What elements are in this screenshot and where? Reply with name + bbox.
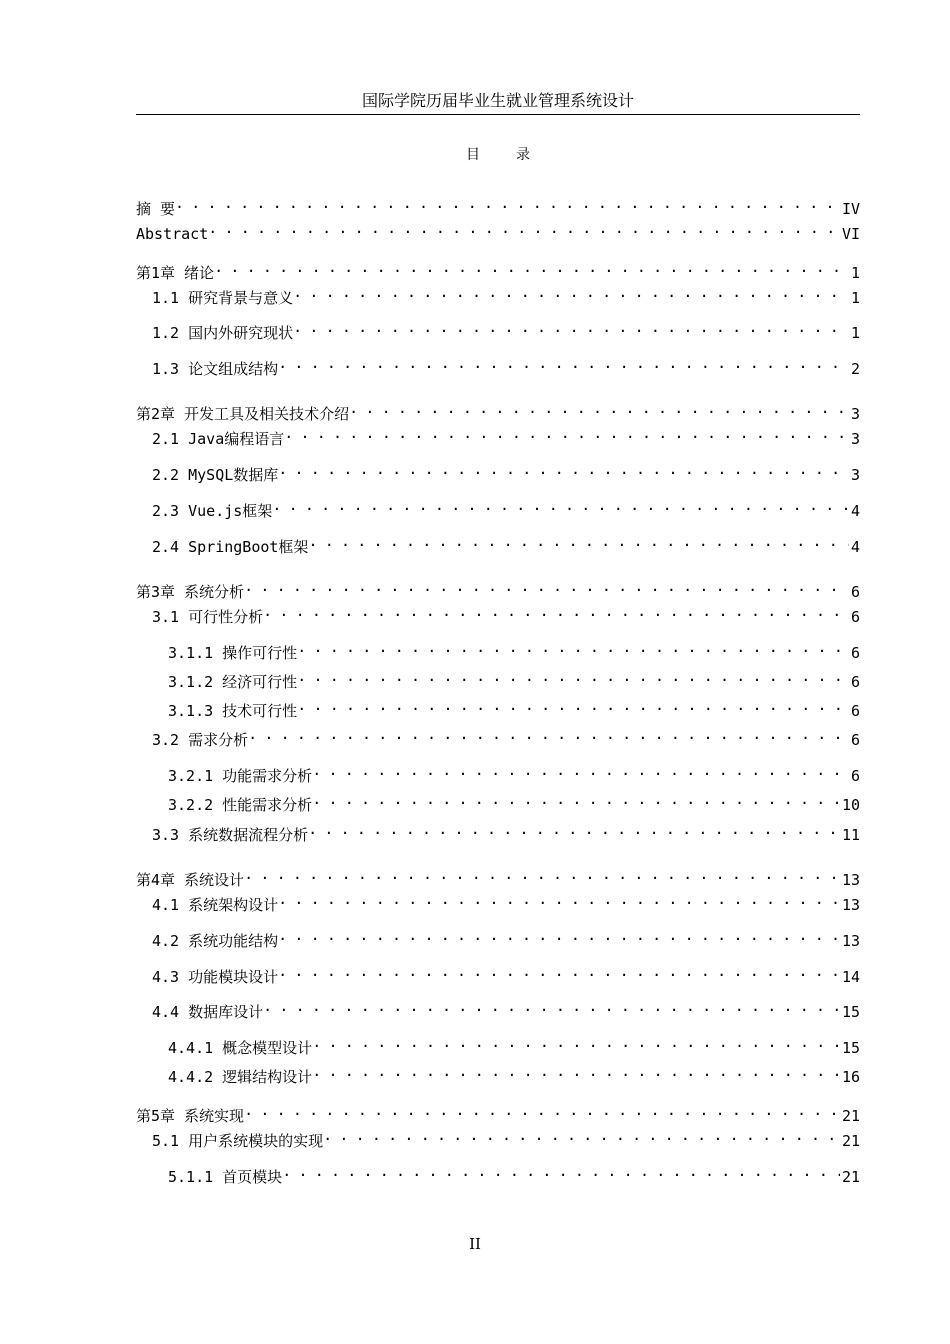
dot-leader (272, 494, 849, 516)
toc-entry-section-3-1[interactable] (136, 600, 860, 626)
toc-entry-label: Abstract (136, 225, 209, 243)
toc-entry-chapter-5[interactable] (136, 1099, 860, 1125)
toc-entry-chapter-2[interactable] (136, 397, 860, 423)
running-header-title: 国际学院历届毕业生就业管理系统设计 (361, 91, 634, 110)
toc-entry-page: 15 (841, 1039, 860, 1057)
toc-entry-page: 6 (850, 731, 860, 749)
dot-leader (278, 458, 849, 480)
toc-entry-abstract-cn[interactable] (136, 192, 860, 218)
toc-entry-label: 2.1 Java编程语言 (152, 430, 285, 448)
toc-entry-label: 1.1 研究背景与意义 (152, 289, 294, 307)
toc-entry-page: 4 (850, 502, 860, 520)
toc-entry-label: 摘 要 (136, 200, 176, 218)
toc-title-char-1: 目 (466, 147, 480, 163)
toc-entry-label: 2.3 Vue.js框架 (152, 502, 273, 520)
toc-entry-page: 15 (841, 1003, 860, 1021)
toc-entry-chapter-1[interactable] (136, 256, 860, 282)
toc-entry-label: 3.1.3 技术可行性 (168, 702, 298, 720)
toc-entry-page: 13 (841, 896, 860, 914)
toc-entry-label: 4.2 系统功能结构 (152, 932, 279, 950)
dot-leader (308, 530, 849, 552)
toc-entry-chapter-4[interactable] (136, 863, 860, 889)
toc-entry-section-4-4[interactable] (136, 995, 860, 1021)
toc-entry-section-4-2[interactable] (136, 924, 860, 950)
toc-entry-chapter-3[interactable] (136, 575, 860, 601)
dot-leader (244, 575, 849, 597)
toc-entry-section-1-3[interactable] (136, 352, 860, 378)
toc-entry-label: 4.4 数据库设计 (152, 1003, 264, 1021)
dot-leader (323, 1124, 840, 1146)
toc-entry-label: 4.4.2 逻辑结构设计 (168, 1068, 313, 1086)
toc-entry-label: 4.3 功能模块设计 (152, 968, 279, 986)
dot-leader (282, 1160, 840, 1182)
toc-entry-page: 6 (850, 583, 860, 601)
toc-entry-page: 13 (841, 871, 860, 889)
dot-leader (248, 723, 849, 745)
dot-leader (308, 818, 840, 840)
toc-entry-page: 1 (850, 289, 860, 307)
toc-entry-section-2-2[interactable] (136, 458, 860, 484)
toc-entry-abstract-en[interactable] (136, 217, 860, 243)
toc-entry-section-3-1-2[interactable] (136, 665, 860, 691)
toc-entry-label: 2.2 MySQL数据库 (152, 466, 279, 484)
toc-entry-section-3-1-1[interactable] (136, 636, 860, 662)
toc-entry-section-3-2-2[interactable] (136, 788, 860, 814)
toc-entry-section-5-1-1[interactable] (136, 1160, 860, 1186)
toc-entry-page: 1 (850, 324, 860, 342)
toc-entry-page: 4 (850, 538, 860, 556)
toc-entry-label: 3.2.2 性能需求分析 (168, 796, 313, 814)
dot-leader (293, 316, 849, 338)
toc-entry-section-4-4-2[interactable] (136, 1060, 860, 1086)
dot-leader (297, 665, 849, 687)
toc-entry-page: 21 (841, 1107, 860, 1125)
dot-leader (278, 960, 840, 982)
toc-entry-label: 3.2 需求分析 (152, 731, 249, 749)
toc-entry-page: 21 (841, 1132, 860, 1150)
toc-entry-section-1-2[interactable] (136, 316, 860, 342)
toc-entry-label: 第1章 绪论 (136, 264, 215, 282)
toc-entry-page: VI (841, 225, 860, 243)
toc-entry-label: 第2章 开发工具及相关技术介绍 (136, 405, 350, 423)
toc-entry-section-3-2-1[interactable] (136, 759, 860, 785)
dot-leader (312, 1060, 840, 1082)
toc-entry-label: 5.1.1 首页模块 (168, 1168, 283, 1186)
toc-entry-label: 3.1.2 经济可行性 (168, 673, 298, 691)
toc-entry-section-2-1[interactable] (136, 422, 860, 448)
dot-leader (312, 759, 849, 781)
toc-entry-label: 3.1.1 操作可行性 (168, 644, 298, 662)
toc-entry-section-1-1[interactable] (136, 281, 860, 307)
dot-leader (312, 1031, 840, 1053)
toc-entry-section-3-1-3[interactable] (136, 694, 860, 720)
toc-entry-page: 1 (850, 264, 860, 282)
dot-leader (293, 281, 849, 303)
toc-entry-section-4-3[interactable] (136, 960, 860, 986)
dot-leader (312, 788, 840, 810)
toc-entry-page: 3 (850, 405, 860, 423)
toc-entry-section-5-1[interactable] (136, 1124, 860, 1150)
toc-entry-section-2-3[interactable] (136, 494, 860, 520)
toc-entry-section-4-4-1[interactable] (136, 1031, 860, 1057)
toc-entry-page: 14 (841, 968, 860, 986)
toc-entry-page: 6 (850, 608, 860, 626)
dot-leader (278, 924, 840, 946)
toc-entry-page: 3 (850, 466, 860, 484)
toc-entry-page: 6 (850, 644, 860, 662)
toc-entry-label: 第4章 系统设计 (136, 871, 245, 889)
toc-entry-section-2-4[interactable] (136, 530, 860, 556)
dot-leader (263, 600, 849, 622)
toc-entry-section-3-2[interactable] (136, 723, 860, 749)
toc-entry-label: 3.2.1 功能需求分析 (168, 767, 313, 785)
toc-entry-label: 3.3 系统数据流程分析 (152, 826, 309, 844)
toc-title-char-2: 录 (516, 147, 530, 163)
toc-entry-label: 5.1 用户系统模块的实现 (152, 1132, 324, 1150)
toc-entry-label: 4.1 系统架构设计 (152, 896, 279, 914)
toc-entry-page: 6 (850, 767, 860, 785)
dot-leader (244, 863, 840, 885)
dot-leader (297, 636, 849, 658)
toc-entry-page: 3 (850, 430, 860, 448)
toc-entry-label: 2.4 SpringBoot框架 (152, 538, 309, 556)
dot-leader (297, 694, 849, 716)
toc-entry-label: 第5章 系统实现 (136, 1107, 245, 1125)
toc-entry-page: 2 (850, 360, 860, 378)
toc-title (136, 146, 860, 164)
dot-leader (349, 397, 849, 419)
dot-leader (284, 422, 849, 444)
page-number: II (469, 1235, 481, 1253)
dot-leader (175, 192, 840, 214)
running-header (136, 90, 860, 115)
toc-entry-label: 1.3 论文组成结构 (152, 360, 279, 378)
toc-entry-page: IV (841, 200, 860, 218)
toc-entry-page: 21 (841, 1168, 860, 1186)
toc-entry-page: 16 (841, 1068, 860, 1086)
dot-leader (278, 888, 840, 910)
dot-leader (214, 256, 849, 278)
toc-entry-section-4-1[interactable] (136, 888, 860, 914)
toc-entry-page: 6 (850, 673, 860, 691)
toc-entry-section-3-3[interactable] (136, 818, 860, 844)
toc-entry-label: 第3章 系统分析 (136, 583, 245, 601)
dot-leader (208, 217, 840, 239)
toc-entry-page: 10 (841, 796, 860, 814)
toc-entry-page: 11 (841, 826, 860, 844)
toc-entry-label: 4.4.1 概念模型设计 (168, 1039, 313, 1057)
toc-entry-page: 6 (850, 702, 860, 720)
dot-leader (278, 352, 849, 374)
toc-entry-page: 13 (841, 932, 860, 950)
dot-leader (244, 1099, 840, 1121)
toc-entry-label: 1.2 国内外研究现状 (152, 324, 294, 342)
toc-entry-label: 3.1 可行性分析 (152, 608, 264, 626)
dot-leader (263, 995, 840, 1017)
